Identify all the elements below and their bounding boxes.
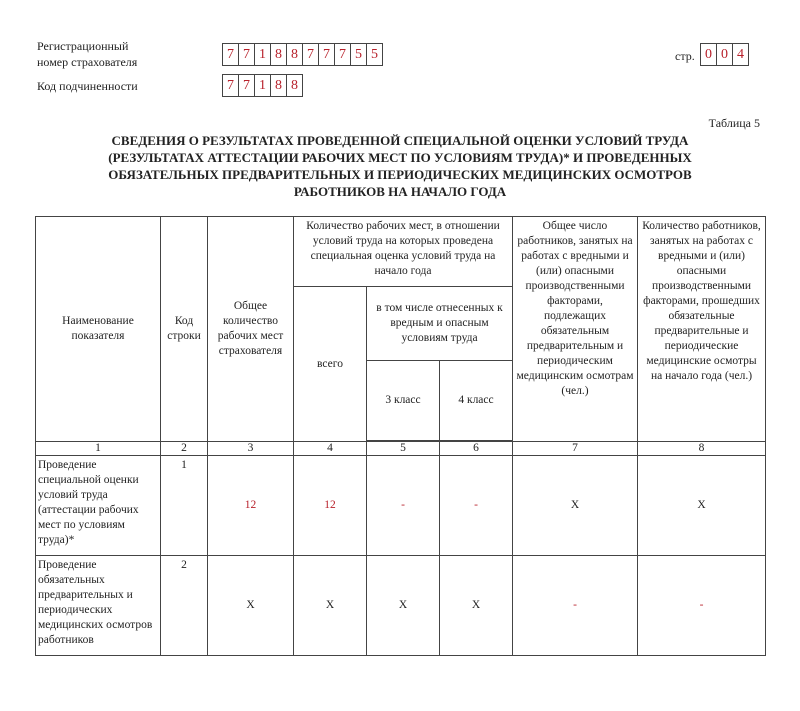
row-code: 2	[161, 556, 208, 656]
row-value: X	[513, 456, 638, 556]
reg-digit: 8	[270, 43, 287, 66]
col-header-class4: 4 класс	[440, 361, 513, 441]
row-value: X	[638, 456, 766, 556]
col-number: 7	[513, 442, 638, 456]
reg-digit: 8	[286, 43, 303, 66]
row-name: Проведение специальной оценки условий труда (аттестации рабочих мест по условиям труда)*	[36, 456, 161, 556]
reg-digit: 7	[238, 43, 255, 66]
reg-number-label	[37, 38, 137, 70]
col-number: 5	[367, 442, 440, 456]
page-digit: 0	[700, 43, 717, 66]
page-title	[40, 132, 760, 200]
col-header-7: Общее число работников, занятых на работах с вредными и (или) опасными производственными факторами, подлежащих обязательным предварительным и периодическим медицинским осмотрам (чел.)	[513, 217, 638, 442]
reg-digit: 7	[302, 43, 319, 66]
title-line: СВЕДЕНИЯ О РЕЗУЛЬТАТАХ ПРОВЕДЕННОЙ СПЕЦИАЛЬНОЙ ОЦЕНКИ УСЛОВИЙ ТРУДА	[111, 133, 689, 148]
column-numbers-row	[36, 442, 766, 456]
row-code: 1	[161, 456, 208, 556]
table-row	[36, 456, 766, 556]
sub-code-label: Код подчиненности	[37, 79, 138, 93]
row-value: X	[367, 556, 440, 656]
row-value[interactable]: -	[513, 556, 638, 656]
row-name: Проведение обязательных предварительных и периодических медицинских осмотров работников	[36, 556, 161, 656]
reg-digit: 1	[254, 43, 271, 66]
sub-code-cells[interactable]	[222, 74, 302, 97]
col-number: 1	[36, 442, 161, 456]
row-value: X	[294, 556, 367, 656]
col-header-name: Наименование показателя	[36, 217, 161, 442]
title-line: (РЕЗУЛЬТАТАХ АТТЕСТАЦИИ РАБОЧИХ МЕСТ ПО УСЛОВИЯМ ТРУДА)* И ПРОВЕДЕННЫХ	[108, 150, 692, 165]
row-value: X	[440, 556, 513, 656]
sub-digit: 8	[286, 74, 303, 97]
reg-label-line2: номер страхователя	[37, 55, 138, 69]
row-value[interactable]: -	[367, 456, 440, 556]
sub-digit: 7	[238, 74, 255, 97]
col-header-all: всего	[294, 287, 367, 442]
col-number: 8	[638, 442, 766, 456]
page-digit: 0	[716, 43, 733, 66]
reg-digit: 5	[350, 43, 367, 66]
col-header-harmful: в том числе отнесенных к вредным и опасным условиям труда	[367, 287, 513, 361]
col-header-code: Код строки	[161, 217, 208, 442]
col-header-total: Общее количество рабочих мест страхователя	[208, 217, 294, 442]
table-row	[36, 556, 766, 656]
reg-number-cells[interactable]	[222, 43, 382, 66]
col-header-8: Количество работников, занятых на работах с вредными и (или) опасными производственными факторами, прошедших обязательные предварительные и периодические медицинские осмотры на начало года (чел.)	[638, 217, 766, 442]
reg-digit: 7	[318, 43, 335, 66]
col-number: 6	[440, 442, 513, 456]
col-header-class3: 3 класс	[367, 361, 440, 441]
sub-digit: 7	[222, 74, 239, 97]
sub-digit: 1	[254, 74, 271, 97]
page-digit: 4	[732, 43, 749, 66]
reg-digit: 7	[334, 43, 351, 66]
row-value[interactable]: -	[638, 556, 766, 656]
row-value: X	[208, 556, 294, 656]
row-value[interactable]: -	[440, 456, 513, 556]
sub-digit: 8	[270, 74, 287, 97]
title-line: ОБЯЗАТЕЛЬНЫХ ПРЕДВАРИТЕЛЬНЫХ И ПЕРИОДИЧЕСКИХ МЕДИЦИНСКИХ ОСМОТРОВ	[108, 167, 692, 182]
col-number: 2	[161, 442, 208, 456]
table-number: Таблица 5	[708, 116, 760, 130]
report-table	[35, 216, 766, 656]
title-line: РАБОТНИКОВ НА НАЧАЛО ГОДА	[293, 184, 507, 199]
page-label: стр.	[675, 49, 695, 63]
row-value[interactable]: 12	[294, 456, 367, 556]
reg-digit: 7	[222, 43, 239, 66]
row-value[interactable]: 12	[208, 456, 294, 556]
col-number: 4	[294, 442, 367, 456]
col-header-assessed: Количество рабочих мест, в отношении условий труда на которых проведена специальная оценка условий труда на начало года	[294, 217, 513, 287]
reg-label-line1: Регистрационный	[37, 39, 129, 53]
col-number: 3	[208, 442, 294, 456]
reg-digit: 5	[366, 43, 383, 66]
page-number-cells[interactable]	[700, 43, 748, 66]
